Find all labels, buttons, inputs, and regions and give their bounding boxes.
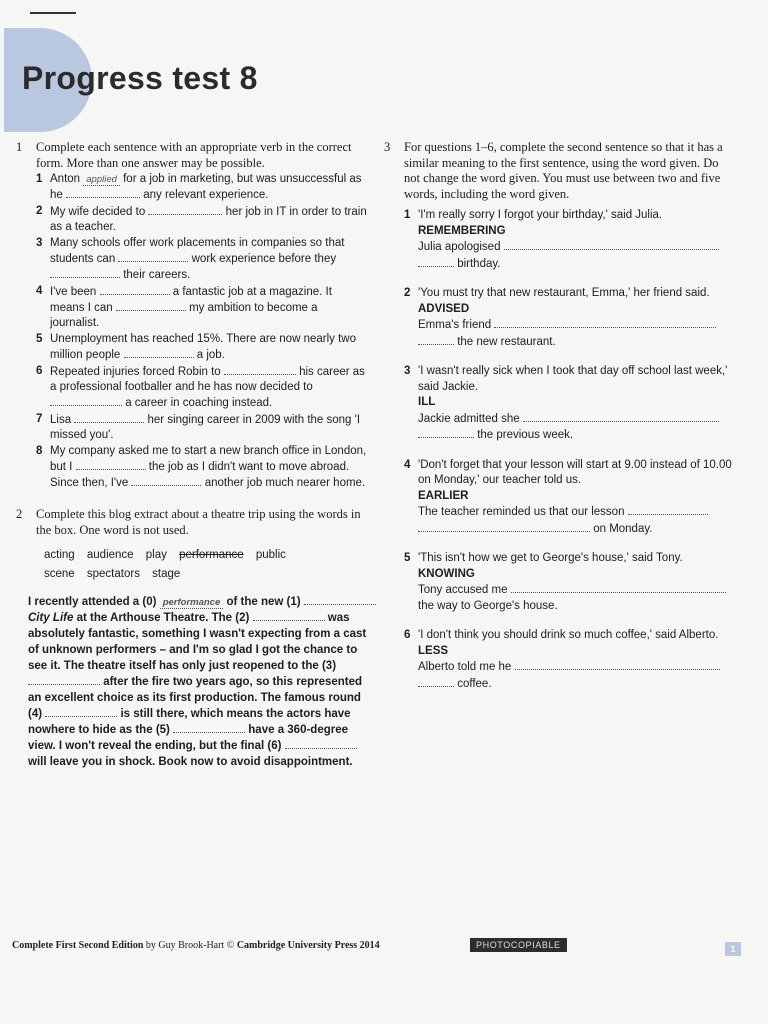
list-item (36, 172, 368, 203)
gap-number: (6) (267, 740, 282, 752)
word-option: public (255, 549, 286, 561)
blog-text: have a 360-degree view. I won't reveal the ending, but the final (28, 724, 349, 752)
answer-blank[interactable] (285, 738, 357, 749)
photocopiable-badge: PHOTOCOPIABLE (470, 938, 567, 952)
list-item (36, 412, 368, 443)
list-item (36, 204, 368, 235)
word-option: stage (152, 568, 181, 580)
answer-blank[interactable] (148, 204, 222, 215)
answer-blank[interactable] (74, 412, 144, 423)
answer-blank[interactable] (66, 187, 140, 198)
top-rule (30, 12, 76, 14)
gap-number: (0) (142, 596, 157, 608)
answer-blank[interactable] (50, 395, 122, 406)
answer-blank[interactable] (304, 594, 376, 605)
item-text: her job in IT in order to train as a teacher. (50, 206, 367, 233)
word-option: acting (44, 549, 75, 561)
item-text: My company asked me to start a new branch office in London, but I (50, 445, 367, 473)
item-number: 1 (404, 209, 411, 221)
item-text: their careers. (123, 269, 191, 281)
blog-text: will leave you in shock. Book now to avoid disappointment. (28, 756, 353, 768)
word-option: audience (86, 549, 134, 561)
gap-number: (4) (28, 708, 43, 720)
key-word: ILL (418, 396, 436, 408)
gap-number: (5) (155, 724, 170, 736)
question-item (404, 458, 736, 538)
list-item (36, 236, 368, 283)
question-text: 'This isn't how we get to George's house,' said Tony. (418, 552, 683, 564)
task-instruction: For questions 1–6, complete the second sentence so that it has a similar meaning to the first sentence, using the word given. Do not change the word given. You must use between two and five words, including the word given. (404, 140, 723, 201)
answer-blank[interactable] (418, 256, 454, 267)
task-3 (384, 140, 736, 692)
answer-blank[interactable]: performance (160, 597, 224, 609)
sentence-start: Emma's friend (418, 319, 492, 331)
question-item (404, 208, 736, 272)
answer-blank[interactable] (124, 347, 194, 358)
question-item (404, 628, 736, 692)
answer-blank[interactable] (628, 504, 708, 515)
item-number: 2 (404, 287, 411, 299)
right-column (384, 140, 736, 706)
key-word: ADVISED (418, 302, 470, 315)
item-text: another job much nearer home. (204, 477, 366, 489)
author-credit: by Guy Brook-Hart © (143, 940, 237, 951)
word-box (44, 546, 344, 584)
blog-text: of the new (226, 596, 284, 608)
item-text: Many schools offer work placements in companies so that students can (50, 237, 345, 265)
item-text: I've been (50, 286, 97, 298)
item-number: 5 (404, 552, 411, 564)
gap-number: (2) (235, 612, 250, 624)
sentence-end: the previous week. (477, 429, 574, 441)
key-word: EARLIER (418, 489, 469, 502)
answer-blank[interactable] (173, 722, 245, 733)
item-number: 1 (36, 173, 43, 185)
item-text: the job as I didn't want to move abroad. Since then, I've (50, 461, 350, 489)
footer-credit (12, 940, 380, 951)
sentence-start: Jackie admitted she (418, 412, 520, 425)
answer-blank[interactable] (253, 610, 325, 621)
answer-blank[interactable] (45, 706, 117, 717)
word-option: scene (44, 568, 75, 580)
task-number: 1 (16, 140, 23, 154)
sentence-start: Alberto told me he (418, 661, 512, 673)
gap-number: (3) (321, 660, 337, 672)
book-title: Complete First Second Edition (12, 940, 144, 951)
sentence-start: The teacher reminded us that our lesson (418, 506, 625, 518)
item-number: 3 (36, 237, 43, 249)
answer-blank[interactable] (116, 300, 186, 311)
blog-extract (28, 594, 378, 770)
sentence-end: birthday. (457, 257, 501, 270)
list-item (36, 444, 368, 491)
key-word: KNOWING (418, 567, 475, 580)
answer-blank[interactable] (511, 582, 726, 593)
question-item (404, 364, 736, 444)
item-text: a career in coaching instead. (125, 397, 273, 409)
item-text: her singing career in 2009 with the song 'I missed you'. (50, 414, 361, 441)
item-text: work experience before they (191, 253, 337, 265)
answer-blank[interactable] (28, 674, 100, 685)
sentence-end: coffee. (457, 677, 492, 690)
item-text: his career as a professional footballer and he has now decided to (50, 366, 365, 393)
task-2 (16, 507, 368, 770)
page-number: 1 (725, 942, 741, 956)
question-text: 'I wasn't really sick when I took that day off school last week,' said Jackie. (418, 365, 728, 393)
word-option: spectators (86, 568, 140, 580)
list-item (36, 364, 368, 411)
question-text: 'I'm really sorry I forgot your birthday,' said Julia. (418, 209, 663, 221)
answer-blank[interactable] (504, 239, 719, 250)
gap-number: (1) (286, 596, 301, 608)
blog-text: at the Arthouse Theatre. The (76, 612, 233, 624)
answer-blank[interactable] (118, 251, 188, 262)
task-instruction: Complete each sentence with an appropriate verb in the correct form. More than one answer may be possible. (36, 140, 352, 170)
key-word: LESS (418, 644, 449, 657)
answer-blank[interactable] (100, 284, 170, 295)
word-option: play (145, 549, 167, 561)
sentence-end: the way to George's house. (418, 599, 558, 612)
answer-blank[interactable] (76, 459, 146, 470)
blog-text: is still there, which means the actors have nowhere to hide as the (28, 708, 351, 736)
key-word: REMEMBERING (418, 224, 506, 237)
task-number: 2 (16, 507, 23, 521)
sentence-start: Tony accused me (418, 584, 508, 596)
task-instruction: Complete this blog extract about a theatre trip using the words in the box. One word is not used. (36, 507, 361, 537)
item-text: for a job in marketing, but was unsuccessful as he (50, 173, 362, 201)
item-number: 5 (36, 333, 43, 345)
item-number: 3 (404, 365, 411, 377)
answer-blank[interactable] (131, 475, 201, 486)
answer-blank[interactable] (418, 676, 454, 687)
item-number: 7 (36, 413, 43, 425)
answer-blank[interactable] (224, 364, 296, 375)
item-text: any relevant experience. (143, 189, 269, 201)
item-text: My wife decided to (50, 206, 146, 218)
item-text: a fantastic job at a magazine. It means I can (50, 286, 332, 314)
question-item (404, 551, 736, 614)
blog-text: I recently attended a (28, 596, 140, 608)
answer-blank[interactable] (418, 521, 590, 532)
item-number: 8 (36, 445, 43, 457)
sentence-end: the new restaurant. (457, 335, 556, 348)
item-number: 6 (36, 365, 43, 377)
word-option-used: performance (179, 549, 244, 561)
task-1 (16, 140, 368, 491)
item-text: my ambition to become a journalist. (50, 302, 318, 329)
question-text: 'I don't think you should drink so much coffee,' said Alberto. (418, 629, 719, 641)
question-text: 'You must try that new restaurant, Emma,' her friend said. (418, 287, 710, 299)
answer-blank[interactable] (494, 317, 716, 328)
page-title: Progress test 8 (22, 60, 258, 96)
list-item (36, 332, 368, 363)
left-column (16, 140, 368, 782)
item-text: Anton (50, 173, 81, 185)
question-text: 'Don't forget that your lesson will start at 9.00 instead of 10.00 on Monday,' our teacher told us. (418, 458, 732, 486)
blog-text: was absolutely fantastic, something I wasn't expecting from a cast of unknown performers – and I'm so glad I got the chance to see it. The theatre itself has only just reopened to the (28, 612, 367, 672)
publisher: Cambridge University Press 2014 (236, 940, 380, 951)
blog-text: after the fire two years ago, so this represented an excellent choice as its first production. The famous round (28, 676, 363, 704)
item-text: a job. (196, 349, 225, 361)
sentence-end: on Monday. (593, 522, 653, 535)
task-number: 3 (384, 140, 391, 154)
answer-blank[interactable]: applied (83, 174, 120, 186)
list-item (36, 284, 368, 331)
answer-blank[interactable] (515, 659, 720, 670)
answer-blank[interactable] (523, 411, 719, 422)
item-text: Unemployment has reached 15%. There are now nearly two million people (50, 333, 356, 361)
sentence-start: Julia apologised (418, 241, 501, 253)
item-text: Lisa (50, 414, 72, 426)
answer-blank[interactable] (418, 427, 474, 438)
question-item (404, 286, 736, 350)
item-number: 6 (404, 629, 411, 641)
item-number: 4 (36, 285, 43, 297)
answer-blank[interactable] (418, 334, 454, 345)
item-text: Repeated injuries forced Robin to (50, 366, 221, 378)
item-number: 4 (404, 458, 411, 471)
play-title: City Life (28, 612, 74, 624)
item-number: 2 (36, 205, 43, 217)
answer-blank[interactable] (50, 267, 120, 278)
